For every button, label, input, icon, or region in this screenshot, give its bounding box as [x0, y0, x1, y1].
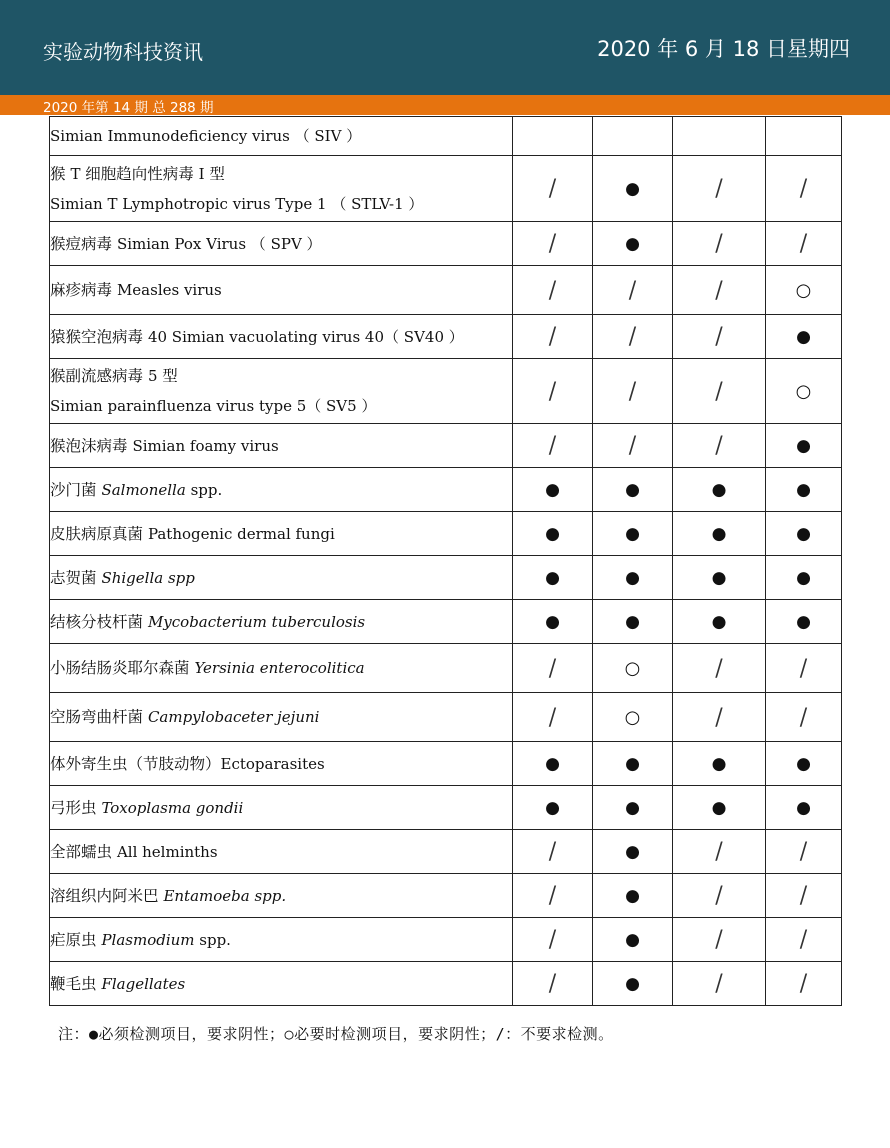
requirement-cell [513, 556, 593, 600]
pathogen-name-cn: 结核分枝杆菌 [50, 612, 148, 631]
pathogen-name-en: All helminths [116, 842, 218, 861]
table-row [50, 156, 842, 222]
not-required-mark: / [799, 838, 808, 865]
table-row [50, 512, 842, 556]
requirement-cell [673, 359, 766, 424]
pathogen-name-en: T [70, 164, 86, 183]
requirement-cell [673, 424, 766, 468]
required-mark: ● [796, 524, 811, 544]
not-required-mark: / [715, 323, 723, 350]
pathogen-name-en: Measles virus [116, 281, 222, 299]
requirement-cell [513, 786, 593, 830]
requirement-cell [766, 874, 842, 918]
not-required-mark: / [628, 323, 637, 350]
requirement-cell [513, 117, 593, 156]
table-row [50, 644, 842, 693]
requirement-cell [513, 266, 593, 315]
requirement-cell [673, 222, 766, 266]
not-required-mark: / [715, 377, 723, 405]
requirement-cell [766, 962, 842, 1006]
requirement-cell [766, 266, 842, 315]
requirement-cell [766, 156, 842, 222]
required-mark: ● [545, 612, 560, 632]
requirement-cell [593, 962, 673, 1006]
publication-title: 实验动物科技资讯 [43, 40, 203, 64]
requirement-cell [766, 556, 842, 600]
requirement-cell [673, 918, 766, 962]
requirement-cell [593, 222, 673, 266]
not-required-mark: / [548, 276, 557, 304]
not-required-mark: / [715, 654, 723, 682]
requirement-cell [673, 600, 766, 644]
pathogen-name-cn: 皮肤病原真菌 [50, 524, 148, 543]
pathogen-name-cell [50, 874, 513, 918]
not-required-mark: / [715, 703, 723, 731]
not-required-mark: / [548, 703, 557, 731]
requirement-cell [766, 693, 842, 742]
requirement-cell [513, 742, 593, 786]
requirement-cell [593, 830, 673, 874]
requirement-cell [593, 874, 673, 918]
not-required-mark: / [628, 276, 637, 304]
pathogen-name-cn: 鞭毛虫 [50, 974, 102, 993]
pathogen-name-cn: 沙门菌 [50, 480, 102, 499]
required-mark: ● [625, 974, 640, 994]
requirement-cell [766, 468, 842, 512]
requirement-cell [513, 918, 593, 962]
pathogen-name-cn: 志贺菌 [50, 568, 102, 587]
requirement-cell [593, 742, 673, 786]
required-mark: ● [711, 798, 727, 818]
required-mark: ● [625, 930, 640, 950]
not-required-mark: / [799, 970, 808, 997]
pathogen-name-cn: 猴副流感病毒 [50, 367, 148, 385]
table-row [50, 693, 842, 742]
required-mark: ● [796, 480, 811, 500]
pathogen-name-en: I [198, 164, 210, 183]
required-mark: ● [711, 754, 727, 774]
required-mark: ● [625, 612, 640, 632]
requirement-cell [593, 117, 673, 156]
pathogen-species-name: Plasmodium [101, 930, 195, 949]
requirement-cell [513, 600, 593, 644]
requirement-cell [673, 874, 766, 918]
pathogen-name-cell [50, 512, 513, 556]
requirement-cell [766, 359, 842, 424]
pathogen-name-en: spp. [185, 480, 223, 499]
pathogen-species-name: Toxoplasma gondii [101, 798, 244, 817]
requirement-cell [766, 512, 842, 556]
table-row [50, 742, 842, 786]
requirement-cell [673, 117, 766, 156]
required-mark: ● [711, 524, 727, 544]
requirement-cell [766, 644, 842, 693]
pathogen-name-en: 40 Simian vacuolating virus 40（ SV40 ） [147, 327, 464, 346]
required-mark: ● [796, 568, 811, 588]
pathogen-name-cn: 疟原虫 [50, 930, 102, 949]
required-mark: ● [545, 798, 560, 818]
requirement-cell [766, 600, 842, 644]
pathogen-name-cell [50, 156, 513, 222]
not-required-mark: / [715, 230, 723, 257]
requirement-cell [513, 222, 593, 266]
requirement-cell [513, 468, 593, 512]
required-mark: ● [711, 480, 727, 500]
pathogen-name-cell [50, 222, 513, 266]
not-required-mark: / [799, 654, 808, 682]
required-mark: ● [625, 754, 640, 774]
requirement-cell [513, 512, 593, 556]
pathogen-name-cn: 型 [209, 164, 225, 183]
table-row [50, 918, 842, 962]
not-required-mark: / [548, 230, 557, 257]
pathogen-name-cell [50, 424, 513, 468]
not-required-mark: / [799, 926, 808, 953]
requirement-cell [513, 424, 593, 468]
requirement-cell [513, 693, 593, 742]
not-required-mark: / [715, 276, 723, 304]
required-mark: ● [625, 568, 640, 588]
requirement-cell [593, 315, 673, 359]
table-row [50, 874, 842, 918]
not-required-mark: / [548, 882, 557, 909]
pathogen-name-cell [50, 644, 513, 693]
not-required-mark: / [715, 926, 723, 953]
requirement-cell [593, 468, 673, 512]
requirement-cell [593, 786, 673, 830]
required-mark: ● [796, 612, 811, 632]
requirement-cell [593, 359, 673, 424]
pathogen-name-cell [50, 315, 513, 359]
required-mark: ● [796, 798, 811, 818]
requirement-cell [673, 315, 766, 359]
legend-note: 注：●必须检测项目，要求阴性；○必要时检测项目，要求阴性；/：不要求检测。 [58, 1025, 614, 1043]
table-row [50, 117, 842, 156]
requirement-cell [593, 512, 673, 556]
not-required-mark: / [548, 654, 557, 682]
table-row [50, 786, 842, 830]
requirement-cell [593, 644, 673, 693]
pathogen-name-cell [50, 600, 513, 644]
requirement-cell [513, 315, 593, 359]
requirement-cell [513, 874, 593, 918]
required-mark: ● [545, 480, 560, 500]
requirement-cell [673, 156, 766, 222]
requirement-cell [766, 117, 842, 156]
not-required-mark: / [548, 926, 557, 953]
requirement-cell [673, 962, 766, 1006]
required-mark: ● [796, 754, 811, 774]
pathogen-name-cn: 细胞趋向性病毒 [85, 164, 199, 183]
pathogen-testing-table [49, 116, 842, 1006]
required-mark: ● [545, 568, 560, 588]
pathogen-name-cell [50, 359, 513, 424]
pathogen-name-en: Simian T Lymphotropic virus Type 1 （ STLV-1 ） [50, 194, 424, 213]
pathogen-name-cn: 溶组织内阿米巴 [50, 886, 164, 905]
required-mark: ● [625, 524, 640, 544]
pathogen-name-cn: 猴泡沫病毒 [50, 436, 133, 455]
pathogen-species-name: Yersinia enterocolitica [194, 659, 365, 677]
issue-number: 2020 年第 14 期 总 288 期 [43, 100, 214, 116]
not-required-mark: / [799, 175, 808, 202]
pathogen-name-en: spp. [194, 930, 231, 949]
pathogen-name-cell [50, 693, 513, 742]
pathogen-species-name: Salmonella [101, 480, 186, 499]
pathogen-name-cn: 猴痘病毒 [50, 234, 117, 253]
not-required-mark: / [715, 175, 723, 202]
required-mark: ● [625, 798, 640, 818]
pathogen-name-cell [50, 918, 513, 962]
requirement-cell [513, 644, 593, 693]
not-required-mark: / [799, 703, 808, 731]
requirement-cell [766, 424, 842, 468]
required-mark: ● [796, 327, 811, 347]
pathogen-name-en: Pathogenic dermal fungi [147, 524, 335, 543]
requirement-cell [673, 786, 766, 830]
table-row [50, 600, 842, 644]
pathogen-name-cell [50, 786, 513, 830]
not-required-mark: / [715, 882, 723, 909]
not-required-mark: / [715, 970, 723, 997]
requirement-cell [673, 693, 766, 742]
pathogen-species-name: Flagellates [101, 974, 186, 993]
requirement-cell [766, 830, 842, 874]
conditional-mark: ○ [795, 380, 812, 402]
pathogen-name-cn: 猴 [50, 164, 71, 183]
table-row [50, 830, 842, 874]
requirement-cell [766, 222, 842, 266]
pathogen-name-en: Simian foamy virus [132, 436, 279, 455]
pathogen-name-en: Simian Pox Virus （ SPV ） [116, 234, 322, 253]
requirement-cell [673, 266, 766, 315]
required-mark: ● [625, 234, 640, 254]
publication-date: 2020 年 6 月 18 日星期四 [597, 37, 850, 61]
requirement-cell [593, 918, 673, 962]
pathogen-name-cell [50, 742, 513, 786]
requirement-cell [673, 468, 766, 512]
pathogen-species-name: Campylobaceter jejuni [147, 708, 320, 726]
table-row [50, 962, 842, 1006]
not-required-mark: / [628, 377, 637, 405]
conditional-mark: ○ [624, 657, 641, 679]
requirement-cell [593, 600, 673, 644]
required-mark: ● [625, 480, 640, 500]
requirement-cell [673, 644, 766, 693]
pathogen-name-cn: 小肠结肠炎耶尔森菌 [50, 659, 195, 677]
requirement-cell [673, 512, 766, 556]
requirement-cell [593, 556, 673, 600]
pathogen-name-cn: 全部蠕虫 [50, 842, 117, 861]
not-required-mark: / [548, 323, 557, 350]
not-required-mark: / [628, 432, 637, 459]
table-row [50, 266, 842, 315]
not-required-mark: / [799, 230, 808, 257]
pathogen-name-en: Ectoparasites [220, 754, 325, 773]
pathogen-name-cell [50, 556, 513, 600]
pathogen-name-cn: 弓形虫 [50, 798, 102, 817]
required-mark: ● [711, 612, 727, 632]
required-mark: ● [796, 436, 811, 456]
page-header [0, 0, 890, 95]
requirement-cell [513, 830, 593, 874]
not-required-mark: / [548, 970, 557, 997]
not-required-mark: / [548, 432, 557, 459]
pathogen-name-cell [50, 266, 513, 315]
requirement-cell [593, 156, 673, 222]
conditional-mark: ○ [795, 279, 812, 301]
issue-bar [0, 95, 890, 115]
pathogen-name-cell [50, 962, 513, 1006]
pathogen-name-cell [50, 468, 513, 512]
requirement-cell [766, 786, 842, 830]
pathogen-species-name: Shigella spp [101, 568, 195, 587]
requirement-cell [513, 156, 593, 222]
not-required-mark: / [548, 838, 557, 865]
table-row [50, 315, 842, 359]
pathogen-name-en: 5 [147, 367, 163, 385]
pathogen-name-cn: 空肠弯曲杆菌 [50, 708, 148, 726]
not-required-mark: / [799, 882, 808, 909]
pathogen-name-cell [50, 830, 513, 874]
requirement-cell [593, 424, 673, 468]
requirement-cell [513, 962, 593, 1006]
required-mark: ● [625, 886, 640, 906]
not-required-mark: / [548, 377, 557, 405]
not-required-mark: / [715, 838, 723, 865]
requirement-cell [673, 742, 766, 786]
pathogen-name-cn: 麻疹病毒 [50, 281, 117, 299]
pathogen-name-en: Simian parainfluenza virus type 5（ SV5 ） [50, 397, 377, 415]
pathogen-name-cell [50, 117, 513, 156]
requirement-cell [673, 556, 766, 600]
required-mark: ● [625, 179, 640, 199]
requirement-cell [673, 830, 766, 874]
requirement-cell [593, 693, 673, 742]
requirement-cell [593, 266, 673, 315]
pathogen-name-en: Simian Immunodeficiency virus （ SIV ） [50, 127, 362, 145]
requirement-cell [766, 315, 842, 359]
pathogen-name-cn: 猿猴空泡病毒 [50, 327, 148, 346]
not-required-mark: / [548, 175, 557, 202]
pathogen-species-name: Entamoeba spp. [163, 886, 287, 905]
required-mark: ● [545, 524, 560, 544]
not-required-mark: / [715, 432, 723, 459]
required-mark: ● [545, 754, 560, 774]
table-row [50, 468, 842, 512]
table-row [50, 359, 842, 424]
table-row [50, 424, 842, 468]
pathogen-name-cn: 型 [162, 367, 178, 385]
requirement-cell [766, 918, 842, 962]
requirement-cell [513, 359, 593, 424]
required-mark: ● [711, 568, 727, 588]
pathogen-species-name: Mycobacterium tuberculosis [147, 612, 366, 631]
table-row [50, 556, 842, 600]
required-mark: ● [625, 842, 640, 862]
conditional-mark: ○ [624, 706, 641, 728]
table-row [50, 222, 842, 266]
requirement-cell [766, 742, 842, 786]
pathogen-name-cn: 体外寄生虫（节肢动物） [50, 754, 221, 773]
